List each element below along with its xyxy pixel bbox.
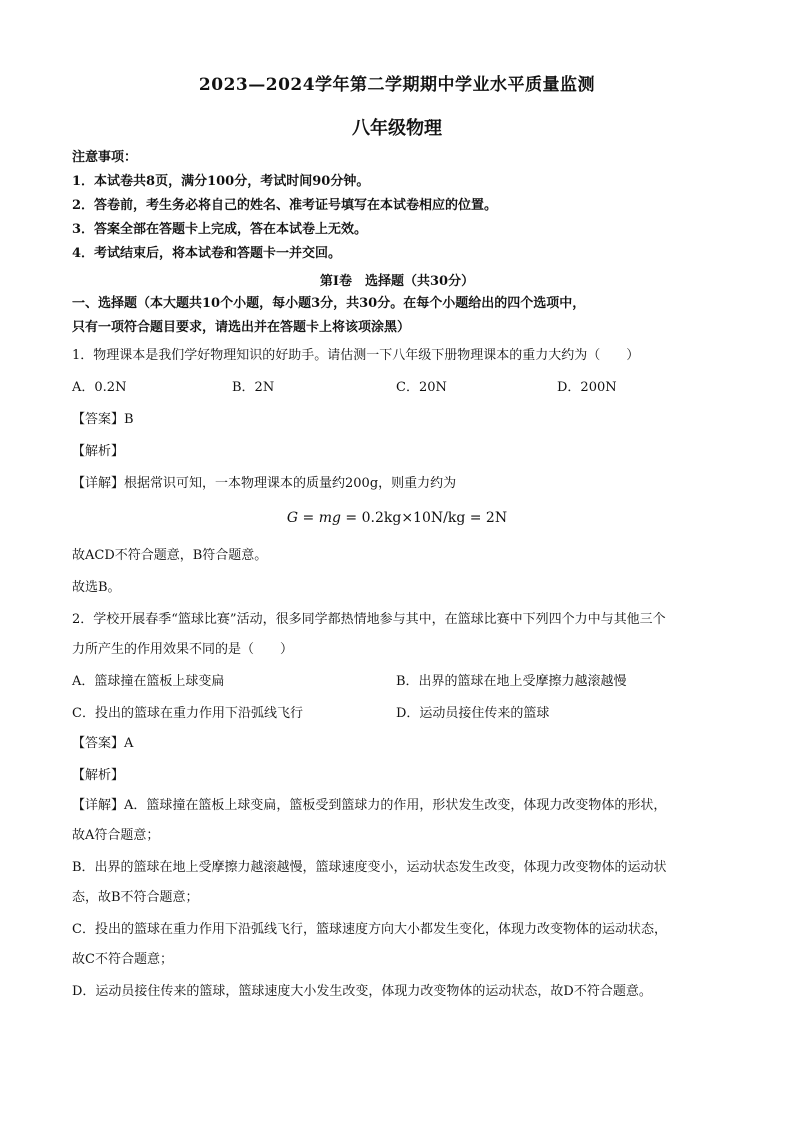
note-item-2: 2．答卷前，考生务必将自己的姓名、准考证号填写在本试卷相应的位置。	[72, 198, 498, 213]
note-item-4: 4．考试结束后，将本试卷和答题卡一并交回。	[72, 246, 342, 261]
section-instruction-2: 只有一项符合题目要求，请选出并在答题卡上将该项涂黑）	[72, 320, 411, 335]
formula-rest: = 0.2kg×10N/kg = 2N	[340, 510, 508, 526]
q1-option-b: B．2N	[232, 380, 275, 395]
q1-stem: 1．物理课本是我们学好物理知识的好助手。请估测一下八年级下册物理课本的重力大约为（ ）	[72, 348, 640, 363]
q2-option-a: A．篮球撞在篮板上球变扁	[72, 674, 225, 689]
q2-detail-line: 故C不符合题意；	[72, 952, 173, 967]
q2-analysis: 【解析】	[72, 768, 125, 783]
formula-g: G	[286, 510, 299, 526]
q2-detail-line: B．出界的篮球在地上受摩擦力越滚越慢，篮球速度变小，运动状态发生改变，体现力改变物体的运动状	[72, 860, 667, 875]
notes-heading: 注意事项：	[72, 150, 138, 165]
q1-conclusion: 故ACD不符合题意，B符合题意。	[72, 548, 268, 563]
q2-option-d: D．运动员接住传来的篮球	[396, 706, 550, 721]
formula-mg: mg	[318, 510, 341, 526]
q1-choice: 故选B。	[72, 580, 121, 595]
q1-detail: 【详解】根据常识可知，一本物理课本的质量约200g，则重力约为	[72, 476, 457, 491]
q2-option-c: C．投出的篮球在重力作用下沿弧线飞行	[72, 706, 303, 721]
q2-detail-line: 故A符合题意；	[72, 828, 160, 843]
section-instruction-1: 一、选择题（本大题共10个小题，每小题3分，共30分。在每个小题给出的四个选项中，	[72, 296, 586, 311]
exam-title: 2023—2024学年第二学期期中学业水平质量监测	[198, 75, 596, 95]
q1-formula	[0, 508, 794, 528]
q2-option-b: B．出界的篮球在地上受摩擦力越滚越慢	[396, 674, 627, 689]
q1-answer: 【答案】B	[72, 412, 134, 427]
q2-detail-line: 【详解】A．篮球撞在篮板上球变扁，篮板受到篮球力的作用，形状发生改变，体现力改变物体的形状，	[72, 798, 667, 813]
q1-option-c: C．20N	[396, 380, 447, 395]
q1-option-d: D．200N	[557, 380, 617, 395]
q1-analysis: 【解析】	[72, 444, 125, 459]
formula-eq: =	[298, 510, 319, 526]
note-item-1: 1．本试卷共8页，满分100分，考试时间90分钟。	[72, 174, 370, 189]
section-title: 第Ⅰ卷 选择题（共30分）	[319, 274, 475, 289]
note-item-3: 3．答案全部在答题卡上完成，答在本试卷上无效。	[72, 222, 368, 237]
q2-detail-line: D．运动员接住传来的篮球，篮球速度大小发生改变，体现力改变物体的运动状态，故D不符合题意。	[72, 984, 652, 999]
q2-stem-line2: 力所产生的作用效果不同的是（ ）	[72, 642, 294, 657]
q2-answer: 【答案】A	[72, 736, 134, 751]
q2-stem-line1: 2．学校开展春季“篮球比赛”活动，很多同学都热情地参与其中，在篮球比赛中下列四个力中与其他三个	[72, 612, 666, 627]
q2-detail-line: 态，故B不符合题意；	[72, 890, 199, 905]
exam-subject: 八年级物理	[352, 118, 442, 139]
q1-option-a: A．0.2N	[72, 380, 127, 395]
q2-detail-line: C．投出的篮球在重力作用下沿弧线飞行，篮球速度方向大小都发生变化，体现力改变物体的运动状态，	[72, 922, 667, 937]
